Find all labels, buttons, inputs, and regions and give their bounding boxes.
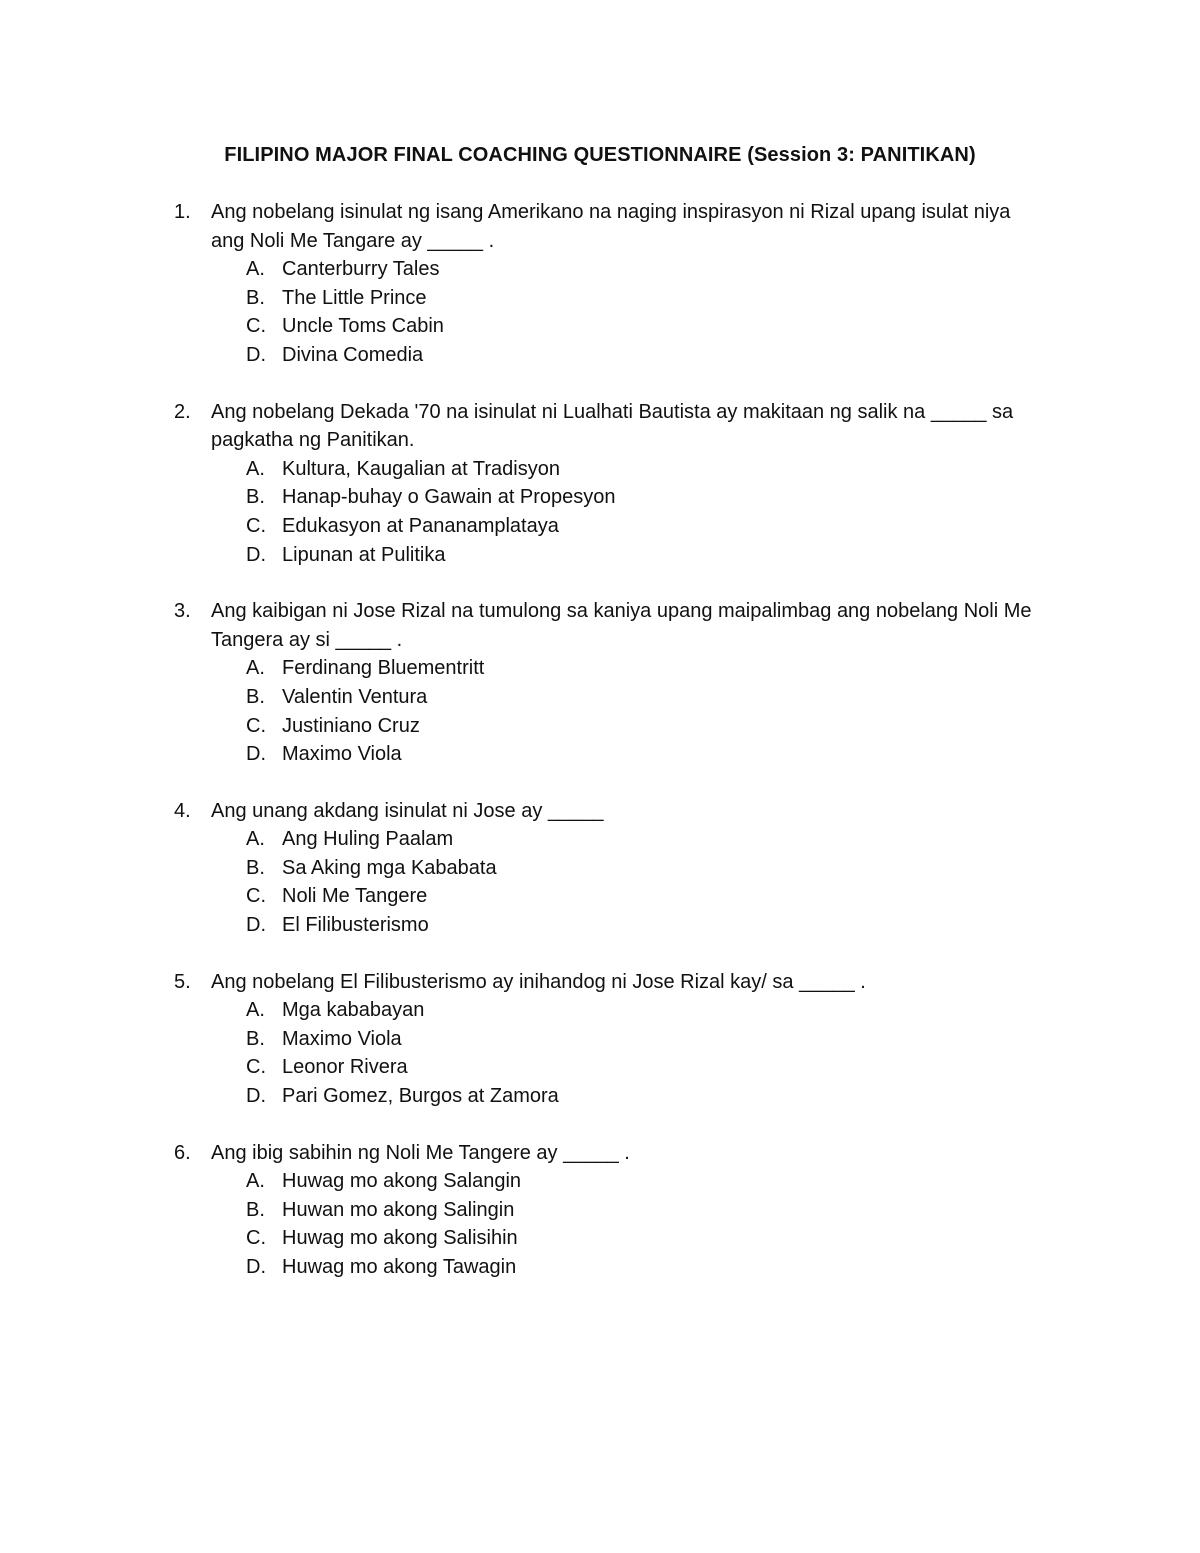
choice-text: Valentin Ventura (282, 685, 428, 708)
choice-text: Noli Me Tangere (282, 885, 428, 908)
choice-item (0, 284, 1200, 313)
choice-letter: C. (246, 315, 266, 338)
question-item (0, 1139, 1200, 1282)
choice-text: Pari Gomez, Burgos at Zamora (282, 1085, 559, 1108)
question-number: 5. (174, 970, 191, 993)
choice-letter: D. (246, 743, 266, 766)
question-text: Ang unang akdang isinulat ni Jose ay _____ (211, 799, 604, 822)
choice-text: Maximo Viola (282, 1027, 402, 1050)
choice-letter: C. (246, 885, 266, 908)
choice-list (0, 654, 1200, 768)
choice-list (0, 455, 1200, 569)
question-item (0, 198, 1200, 370)
question-text: Ang nobelang Dekada '70 na isinulat ni Lualhati Bautista ay makitaan ng salik na _____ sa pagkatha ng Panitikan. (211, 400, 1014, 452)
choice-letter: C. (246, 514, 266, 537)
choice-item (0, 1253, 1200, 1282)
choice-item (0, 1224, 1200, 1253)
question-item (0, 597, 1200, 769)
choice-letter: D. (246, 1085, 266, 1108)
choice-item (0, 911, 1200, 940)
choice-letter: D. (246, 343, 266, 366)
choice-text: Leonor Rivera (282, 1056, 408, 1079)
question-text: Ang nobelang El Filibusterismo ay inihandog ni Jose Rizal kay/ sa _____ . (211, 970, 866, 993)
choice-text: Canterburry Tales (282, 258, 440, 281)
choice-letter: B. (246, 1198, 265, 1221)
choice-letter: D. (246, 543, 266, 566)
choice-letter: B. (246, 1027, 265, 1050)
choice-item (0, 654, 1200, 683)
choice-letter: A. (246, 1170, 265, 1193)
choice-letter: A. (246, 828, 265, 851)
choice-item (0, 1196, 1200, 1225)
choice-item (0, 255, 1200, 284)
choice-item (0, 854, 1200, 883)
choice-item (0, 740, 1200, 769)
choice-item (0, 1053, 1200, 1082)
choice-letter: C. (246, 1227, 266, 1250)
choice-letter: C. (246, 714, 266, 737)
choice-list (0, 825, 1200, 939)
choice-list (0, 1167, 1200, 1281)
choice-letter: D. (246, 914, 266, 937)
choice-text: Hanap-buhay o Gawain at Propesyon (282, 486, 616, 509)
choice-letter: A. (246, 657, 265, 680)
question-number: 1. (174, 201, 191, 223)
choice-item (0, 1167, 1200, 1196)
choice-letter: B. (246, 685, 265, 708)
choice-list (0, 255, 1200, 369)
choice-letter: A. (246, 999, 265, 1022)
choice-text: Huwan mo akong Salingin (282, 1198, 515, 1221)
question-number: 2. (174, 400, 191, 423)
choice-item (0, 455, 1200, 484)
choice-letter: B. (246, 856, 265, 879)
choice-text: Ang Huling Paalam (282, 828, 454, 851)
choice-letter: B. (246, 486, 265, 509)
choice-letter: C. (246, 1056, 266, 1079)
choice-letter: A. (246, 457, 265, 480)
choice-item (0, 996, 1200, 1025)
question-list (0, 198, 1200, 1310)
choice-text: Uncle Toms Cabin (282, 315, 444, 338)
choice-text: Justiniano Cruz (282, 714, 420, 737)
choice-letter: B. (246, 286, 265, 309)
question-item (0, 398, 1200, 570)
question-text: Ang nobelang isinulat ng isang Amerikano na naging inspirasyon ni Rizal upang isulat niya ang Noli Me Tangare ay _____ . (211, 201, 1011, 252)
choice-letter: A. (246, 258, 265, 281)
choice-item (0, 512, 1200, 541)
question-item (0, 797, 1200, 940)
choice-item (0, 312, 1200, 341)
choice-letter: D. (246, 1256, 266, 1278)
question-number: 3. (174, 600, 191, 623)
choice-text: Kultura, Kaugalian at Tradisyon (282, 457, 560, 480)
question-number: 6. (174, 1141, 191, 1164)
choice-list (0, 996, 1200, 1110)
choice-text: Maximo Viola (282, 743, 402, 766)
choice-text: Huwag mo akong Salisihin (282, 1227, 518, 1250)
choice-text: Divina Comedia (282, 343, 424, 366)
choice-text: Mga kababayan (282, 999, 425, 1022)
choice-item (0, 825, 1200, 854)
question-text: Ang ibig sabihin ng Noli Me Tangere ay _____ . (211, 1141, 630, 1164)
choice-item (0, 712, 1200, 741)
choice-item (0, 341, 1200, 370)
choice-item (0, 683, 1200, 712)
choice-text: The Little Prince (282, 286, 427, 309)
choice-text: Ferdinang Bluementritt (282, 657, 485, 680)
choice-item (0, 882, 1200, 911)
choice-text: Huwag mo akong Tawagin (282, 1256, 517, 1278)
choice-item (0, 541, 1200, 570)
choice-text: Edukasyon at Pananamplataya (282, 514, 559, 537)
choice-item (0, 1082, 1200, 1111)
choice-item (0, 1025, 1200, 1054)
question-number: 4. (174, 799, 191, 822)
question-item (0, 968, 1200, 1111)
document-title: FILIPINO MAJOR FINAL COACHING QUESTIONNAIRE (Session 3: PANITIKAN) (224, 144, 976, 166)
choice-text: Huwag mo akong Salangin (282, 1170, 522, 1193)
choice-text: Sa Aking mga Kababata (282, 856, 497, 879)
question-text: Ang kaibigan ni Jose Rizal na tumulong sa kaniya upang maipalimbag ang nobelang Noli Me Tangera ay si _____ . (211, 600, 1032, 651)
choice-text: El Filibusterismo (282, 914, 429, 937)
choice-text: Lipunan at Pulitika (282, 543, 446, 566)
choice-item (0, 483, 1200, 512)
